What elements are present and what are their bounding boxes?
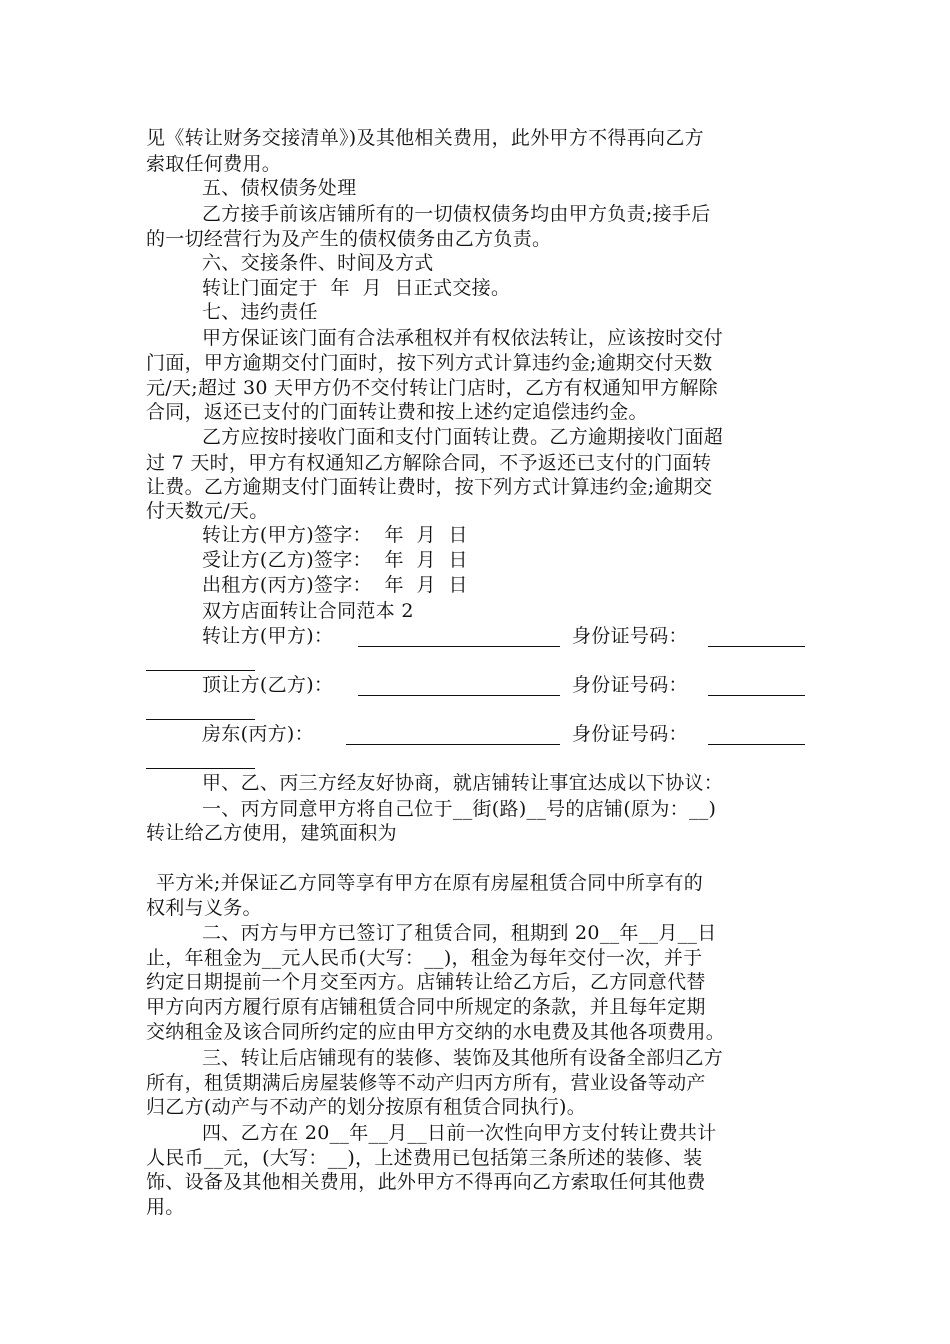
party-c-label: 房东(丙方)： <box>202 723 314 745</box>
text-line: 的一切经营行为及产生的债权债务由乙方负责。 <box>146 228 552 250</box>
signature-line-lessor: 出租方(丙方)签字： 年 月 日 <box>202 574 468 596</box>
text-line: 甲方保证该门面有合法承租权并有权依法转让，应该按时交付 <box>202 327 724 349</box>
party-b-id-label: 身份证号码： <box>572 674 688 696</box>
text-line: 甲方向丙方履行原有店铺租赁合同中所规定的条款，并且每年定期 <box>146 996 706 1018</box>
sample-title: 双方店面转让合同范本 2 <box>202 600 414 622</box>
section-heading: 六、交接条件、时间及方式 <box>202 252 434 274</box>
party-b-id-blank <box>708 695 805 696</box>
signature-line-transferor: 转让方(甲方)签字： 年 月 日 <box>202 524 468 546</box>
text-line: 甲、乙、丙三方经友好协商，就店铺转让事宜达成以下协议： <box>202 772 724 794</box>
section-heading: 七、违约责任 <box>202 301 318 323</box>
text-line: 归乙方(动产与不动产的划分按原有租赁合同执行)。 <box>146 1096 587 1118</box>
party-c-id-label: 身份证号码： <box>572 723 688 745</box>
party-c-id-blank <box>708 744 805 745</box>
section-heading: 五、债权债务处理 <box>202 177 357 199</box>
party-c-name-blank <box>346 744 560 745</box>
text-line: 乙方应按时接收门面和支付门面转让费。乙方逾期接收门面超 <box>202 426 724 448</box>
text-line: 饰、设备及其他相关费用，此外甲方不得再向乙方索取任何其他费 <box>146 1171 706 1193</box>
text-line: 门面，甲方逾期交付门面时，按下列方式计算违约金;逾期交付天数 <box>146 352 713 374</box>
text-line: 止，年租金为__元人民币(大写：__)，租金为每年交付一次，并于 <box>146 947 703 969</box>
text-line: 四、乙方在 20__年__月__日前一次性向甲方支付转让费共计 <box>202 1122 717 1144</box>
text-line: 索取任何费用。 <box>146 153 282 175</box>
signature-line-transferee: 受让方(乙方)签字： 年 月 日 <box>202 549 468 571</box>
party-a-id-blank <box>708 646 805 647</box>
text-line: 交纳租金及该合同所约定的应由甲方交纳的水电费及其他各项费用。 <box>146 1021 726 1043</box>
party-a-id-label: 身份证号码： <box>572 625 688 647</box>
party-a-label: 转让方(甲方)： <box>202 625 334 647</box>
text-line: 用。 <box>146 1196 185 1218</box>
party-b-label: 顶让方(乙方)： <box>202 674 334 696</box>
text-line: 平方米;并保证乙方同等享有甲方在原有房屋租赁合同中所享有的 <box>156 872 704 894</box>
text-line: 人民币__元，(大写：__)，上述费用已包括第三条所述的装修、装 <box>146 1147 703 1169</box>
text-line: 一、丙方同意甲方将自己位于__街(路)__号的店铺(原为：__) <box>202 798 717 820</box>
party-b-name-blank <box>358 695 560 696</box>
text-line: 三、转让后店铺现有的装修、装饰及其他所有设备全部归乙方 <box>202 1047 724 1069</box>
party-c-id-blank-cont <box>146 768 255 769</box>
party-a-id-blank-cont <box>146 670 255 671</box>
text-line: 所有，租赁期满后房屋装修等不动产归丙方所有，营业设备等动产 <box>146 1072 706 1094</box>
text-line: 二、丙方与甲方已签订了租赁合同，租期到 20__年__月__日 <box>202 922 717 944</box>
text-line: 付天数元/天。 <box>146 500 269 522</box>
text-line: 合同，返还已支付的门面转让费和按上述约定追偿违约金。 <box>146 401 648 423</box>
text-line: 见《转让财务交接清单》)及其他相关费用，此外甲方不得再向乙方 <box>146 127 704 149</box>
party-b-id-blank-cont <box>146 719 255 720</box>
text-line: 转让给乙方使用，建筑面积为 <box>146 822 397 844</box>
text-line: 元/天;超过 30 天甲方仍不交付转让门店时，乙方有权通知甲方解除 <box>146 377 718 399</box>
text-line: 权利与义务。 <box>146 897 262 919</box>
text-line: 让费。乙方逾期支付门面转让费时，按下列方式计算违约金;逾期交 <box>146 476 713 498</box>
text-line: 乙方接手前该店铺所有的一切债权债务均由甲方负责;接手后 <box>202 203 711 225</box>
text-line: 转让门面定于 年 月 日正式交接。 <box>202 277 511 299</box>
text-line: 过 7 天时，甲方有权通知乙方解除合同，不予返还已支付的门面转 <box>146 452 712 474</box>
party-a-name-blank <box>358 646 560 647</box>
text-line: 约定日期提前一个月交至丙方。店铺转让给乙方后，乙方同意代替 <box>146 971 706 993</box>
